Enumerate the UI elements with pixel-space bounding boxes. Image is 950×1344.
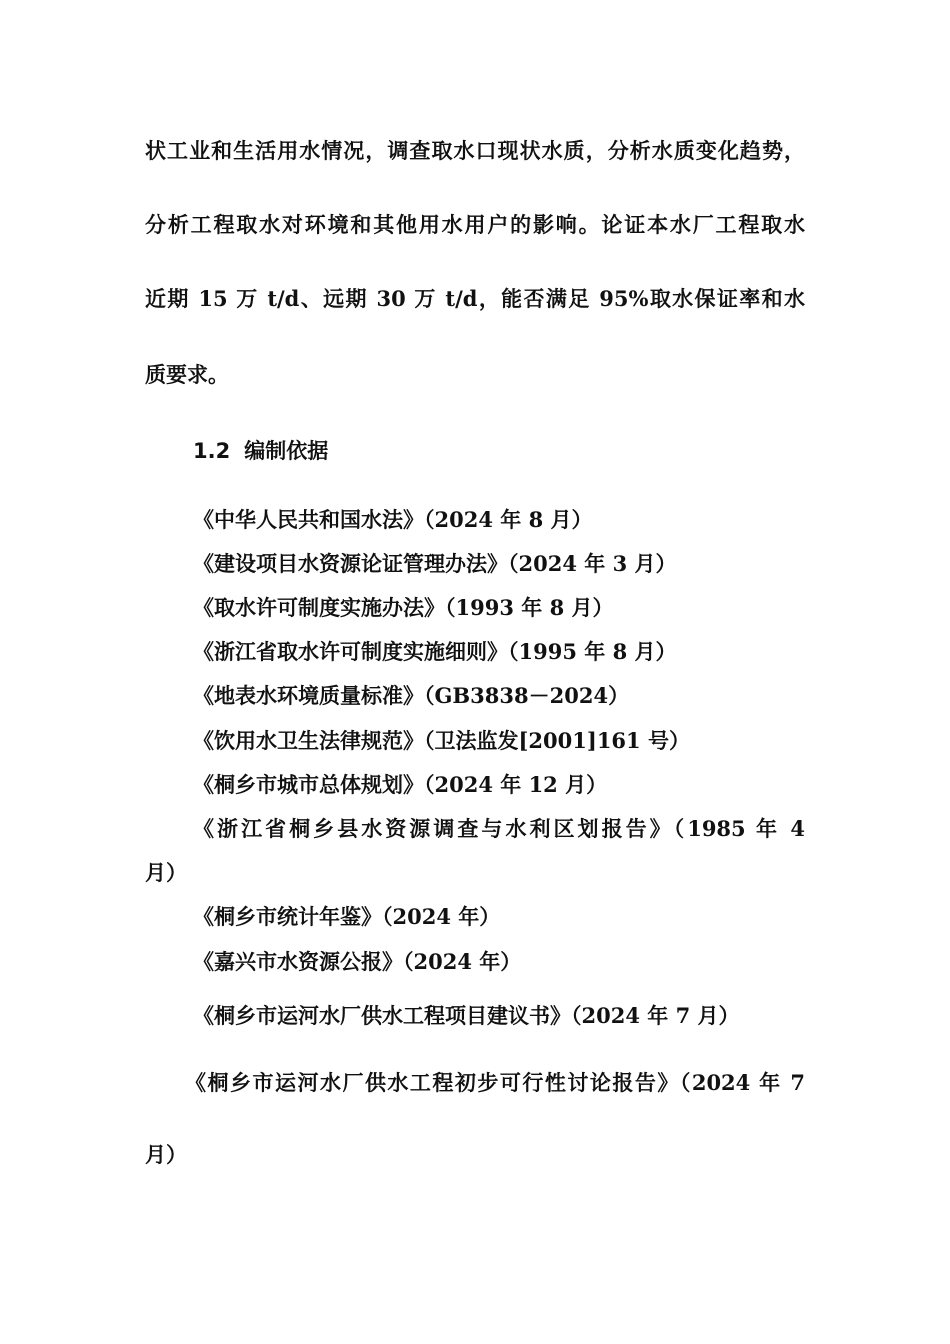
reference-item: 《浙江省取水许可制度实施细则》（1995 年 8 月） [193, 639, 677, 664]
reference-item: 《取水许可制度实施办法》（1993 年 8 月） [193, 595, 614, 620]
paragraph-line-1: 状工业和生活用水情况，调查取水口现状水质，分析水质变化趋势， [145, 138, 805, 163]
section-heading [193, 437, 328, 465]
reference-item: 《桐乡市统计年鉴》（2024 年） [193, 904, 501, 929]
reference-item-continuation: 月） [145, 1142, 187, 1167]
reference-item: 《浙江省桐乡县水资源调查与水利区划报告》（1985 年 4 [193, 816, 805, 841]
reference-item: 《饮用水卫生法律规范》（卫法监发[2001]161 号） [193, 728, 690, 753]
reference-item-continuation: 月） [145, 860, 187, 885]
paragraph-line-4: 质要求。 [145, 362, 229, 387]
reference-item: 《建设项目水资源论证管理办法》（2024 年 3 月） [193, 551, 677, 576]
reference-item: 《桐乡市运河水厂供水工程初步可行性讨论报告》（2024 年 7 [185, 1070, 805, 1095]
section-number: 1.2 [193, 439, 231, 463]
reference-item: 《桐乡市运河水厂供水工程项目建议书》（2024 年 7 月） [193, 1003, 740, 1028]
reference-item: 《地表水环境质量标准》（GB3838－2024） [193, 683, 630, 708]
reference-item: 《桐乡市城市总体规划》（2024 年 12 月） [193, 772, 608, 797]
section-title: 编制依据 [244, 439, 329, 463]
reference-item: 《嘉兴市水资源公报》（2024 年） [193, 949, 522, 974]
paragraph-line-3: 近期 15 万 t/d、远期 30 万 t/d，能否满足 95%取水保证率和水 [145, 286, 805, 311]
reference-item: 《中华人民共和国水法》（2024 年 8 月） [193, 507, 593, 532]
paragraph-line-2: 分析工程取水对环境和其他用水用户的影响。论证本水厂工程取水 [145, 212, 805, 237]
